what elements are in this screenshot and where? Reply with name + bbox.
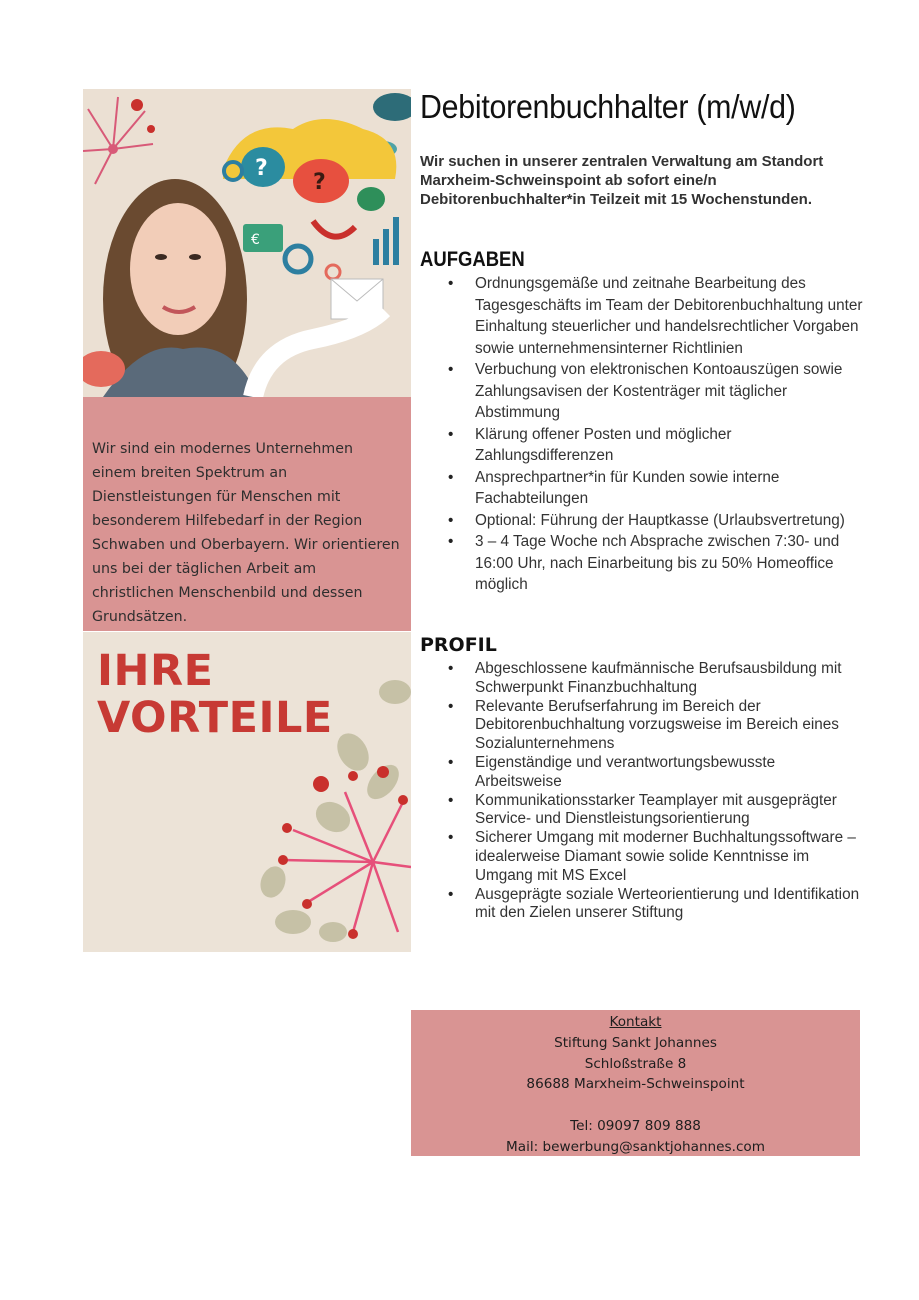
list-item: • Sicherer Umgang mit moderner Buchhaltungssoftware – idealerweise Diamant sowie solide Kenntnisse im Umgang mit MS Excel — [475, 829, 865, 885]
contact-phone: Tel: 09097 809 888 — [570, 1117, 701, 1134]
hero-illustration — [83, 89, 411, 397]
profile-list — [420, 660, 865, 923]
list-item: • Eigenständige und verantwortungsbewusste Arbeitsweise — [475, 754, 865, 792]
list-item: • Abgeschlossene kaufmännische Berufsausbildung mit Schwerpunkt Finanzbuchhaltung — [475, 660, 865, 698]
benefits-heading-line1: IHRE — [97, 646, 214, 696]
list-item: • Relevante Berufserfahrung im Bereich der Debitorenbuchhaltung vorzugsweise im Bereich eines Sozialunternehmens — [475, 698, 865, 754]
list-item: • Verbuchung von elektronischen Kontoauszügen sowie Zahlungsavisen der Kostenträger mit täglicher Abstimmung — [475, 359, 865, 424]
contact-email[interactable]: Mail: bewerbung@sanktjohannes.com — [506, 1138, 765, 1155]
tasks-list — [420, 273, 865, 596]
svg-text:€: € — [251, 232, 260, 248]
tasks-heading: AUFGABEN — [420, 248, 525, 271]
contact-organization: Stiftung Sankt Johannes — [554, 1034, 717, 1051]
svg-text:?: ? — [313, 170, 326, 195]
woman-with-speech-bubbles-illustration — [83, 89, 411, 397]
svg-text:?: ? — [255, 156, 268, 181]
list-item: • 3 – 4 Tage Woche nch Absprache zwischen 7:30- und 16:00 Uhr, nach Einarbeitung bis zu 50% Homeoffice möglich — [475, 531, 865, 596]
contact-label: Kontakt — [609, 1014, 662, 1030]
list-item: • Ordnungsgemäße und zeitnahe Bearbeitung des Tagesgeschäfts im Team der Debitorenbuchhaltung unter Einhaltung steuerlicher und handelsrechtlicher Vorgaben sowie unternehmensinterner Richtlinien — [475, 273, 865, 359]
job-lead-text: Wir suchen in unserer zentralen Verwaltung am Standort Marxheim-Schweinspoint ab sofort eine/n Debitorenbuchhalter*in Teilzeit mit 15 Wochenstunden. — [420, 153, 824, 208]
contact-city: 86688 Marxheim-Schweinspoint — [526, 1076, 745, 1093]
benefits-heading-line2: VORTEILE — [97, 693, 333, 743]
list-item: • Ausgeprägte soziale Werteorientierung und Identifikation mit den Zielen unserer Stiftung — [475, 886, 865, 924]
list-item: • Optional: Führung der Hauptkasse (Urlaubsvertretung) — [475, 510, 865, 532]
list-item: • Klärung offener Posten und möglicher Zahlungsdifferenzen — [475, 424, 865, 467]
contact-box — [411, 1010, 860, 1156]
benefits-panel — [83, 632, 411, 952]
contact-street: Schloßstraße 8 — [584, 1055, 687, 1072]
contact-spacer — [411, 1095, 860, 1116]
job-title: Debitorenbuchhalter (m/w/d) — [420, 88, 796, 125]
list-item: • Kommunikationsstarker Teamplayer mit ausgeprägter Service- und Dienstleistungsorientierung — [475, 792, 865, 830]
profile-heading: PROFIL — [420, 634, 497, 656]
company-intro-box — [83, 397, 411, 631]
list-item: • Ansprechpartner*in für Kunden sowie interne Fachabteilungen — [475, 467, 865, 510]
company-intro-text: Wir sind ein modernes Unternehmen einem breiten Spektrum an Dienstleistungen für Menschen mit besonderem Hilfebedarf in der Region Schwaben und Oberbayern. Wir orientieren uns bei der täglichen Arbeit am christlichen Menschenbild und dessen Grundsätzen. — [92, 441, 400, 625]
